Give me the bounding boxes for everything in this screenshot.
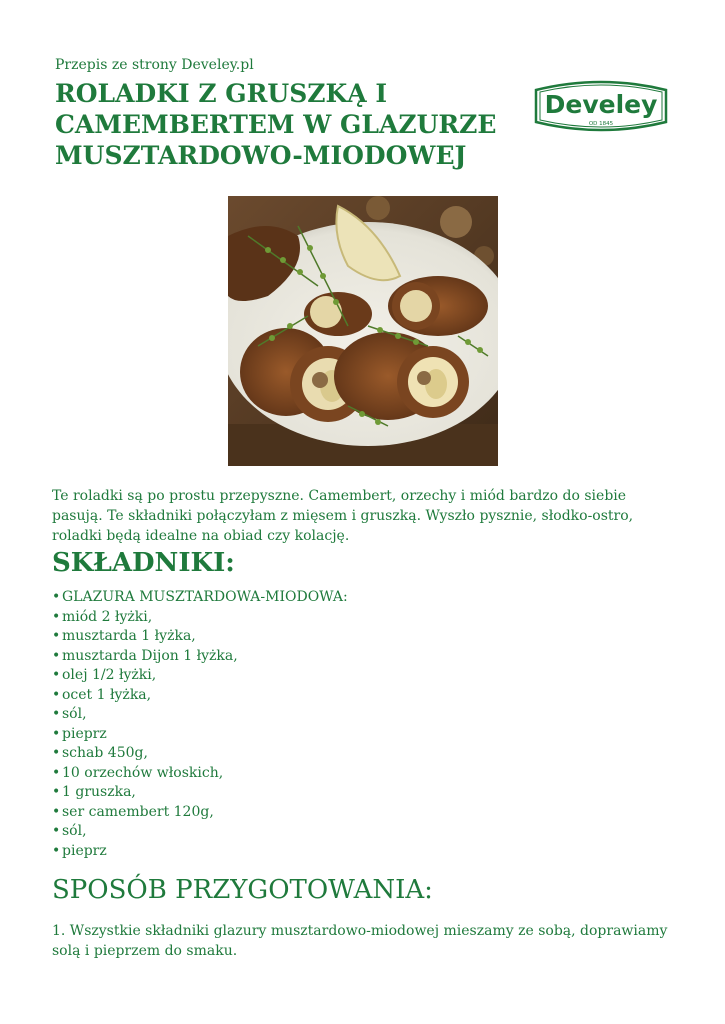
- logo-brand-text: Develey: [544, 90, 658, 119]
- list-item: • miód 2 łyżki,: [52, 608, 348, 628]
- list-item: • musztarda Dijon 1 łyżka,: [52, 647, 348, 667]
- ingredients-list: [52, 588, 348, 861]
- intro-text: Te roladki są po prostu przepyszne. Camembert, orzechy i miód bardzo do siebie pasują. Te składniki połączyłam z mięsem i gruszką. Wyszło pysznie, słodko-ostro, roladki będą idealne na obiad czy kolację.: [52, 488, 634, 544]
- list-item: • 10 orzechów włoskich,: [52, 764, 348, 784]
- list-item: • schab 450g,: [52, 744, 348, 764]
- develey-logo: [532, 76, 670, 138]
- recipe-title: ROLADKI Z GRUSZKĄ I CAMEMBERTEM W GLAZURZE MUSZTARDOWO-MIODOWEJ: [55, 79, 497, 170]
- list-item: • ocet 1 łyżka,: [52, 686, 348, 706]
- method-heading: SPOSÓB PRZYGOTOWANIA:: [52, 875, 433, 905]
- list-item: • sól,: [52, 705, 348, 725]
- list-item: • sól,: [52, 822, 348, 842]
- list-item: • GLAZURA MUSZTARDOWA-MIODOWA:: [52, 588, 348, 608]
- list-item: • pieprz: [52, 842, 348, 862]
- ingredients-heading: SKŁADNIKI:: [52, 548, 235, 578]
- list-item: • 1 gruszka,: [52, 783, 348, 803]
- list-item: • olej 1/2 łyżki,: [52, 666, 348, 686]
- list-item: • ser camembert 120g,: [52, 803, 348, 823]
- list-item: • pieprz: [52, 725, 348, 745]
- logo-since-text: OD 1845: [588, 121, 614, 127]
- source-line: Przepis ze strony Develey.pl: [55, 57, 254, 73]
- method-step-1: 1. Wszystkie składniki glazury musztardowo-miodowej mieszamy ze sobą, doprawiamy solą i pieprzem do smaku.: [52, 923, 668, 959]
- dish-photo: [228, 196, 498, 466]
- list-item: • musztarda 1 łyżka,: [52, 627, 348, 647]
